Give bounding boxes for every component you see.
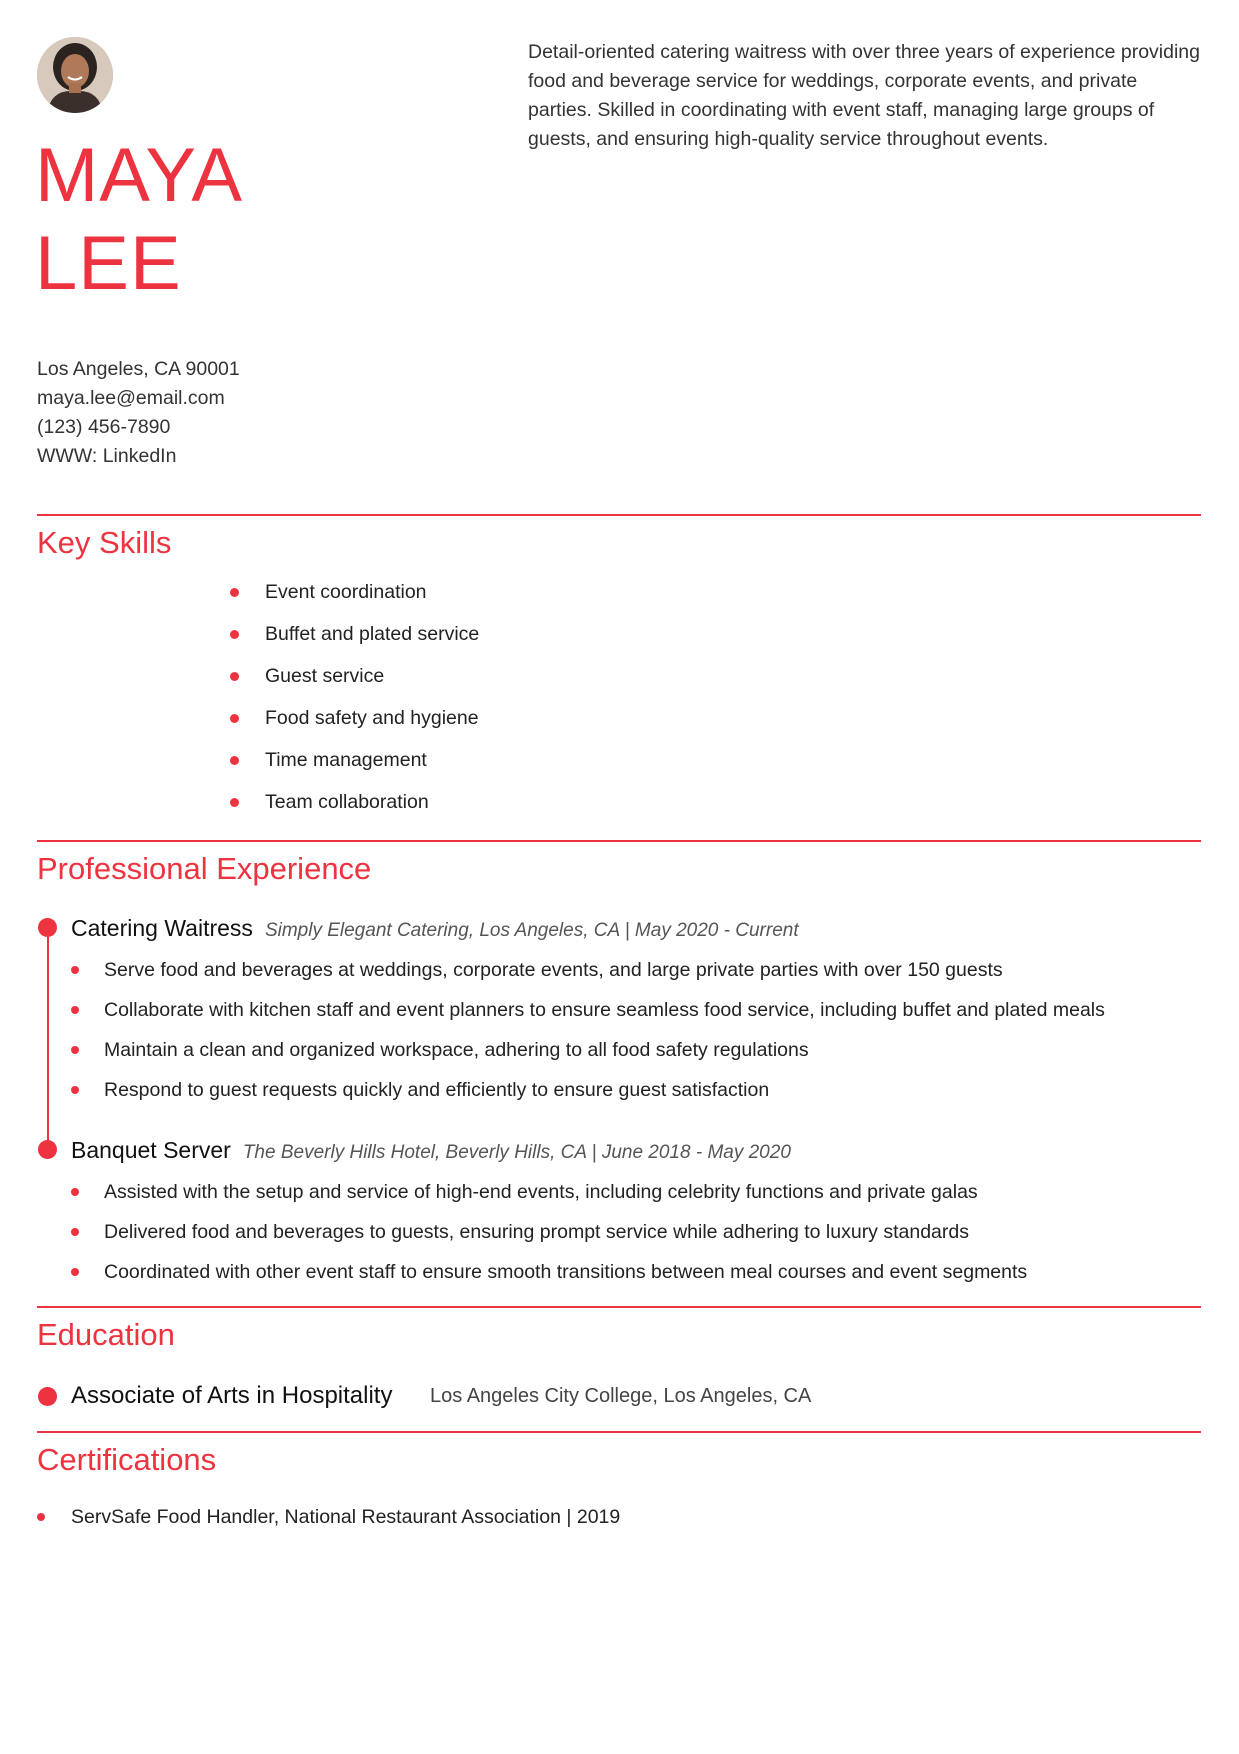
skill-label: Time management	[265, 749, 427, 771]
list-item	[228, 578, 479, 620]
timeline-dot-icon	[38, 1140, 57, 1159]
duty-text: Assisted with the setup and service of high-end events, including celebrity functions and private galas	[104, 1181, 978, 1203]
bullet-icon	[71, 1006, 79, 1014]
section-divider	[37, 514, 1201, 516]
job-duties	[71, 1178, 1027, 1298]
avatar	[37, 37, 113, 113]
candidate-name	[35, 132, 243, 308]
bullet-icon	[230, 714, 239, 723]
job-meta: The Beverly Hills Hotel, Beverly Hills, CA | June 2018 - May 2020	[242, 1142, 791, 1163]
timeline-dot-icon	[38, 918, 57, 937]
job-meta: Simply Elegant Catering, Los Angeles, CA | May 2020 - Current	[264, 920, 799, 941]
job-title: Banquet Server	[71, 1137, 231, 1163]
bullet-icon	[230, 798, 239, 807]
skill-label: Event coordination	[265, 581, 427, 603]
job-header	[71, 913, 799, 946]
experience-title: Professional Experience	[37, 851, 372, 886]
bullet-icon	[71, 966, 79, 974]
bullet-icon	[71, 1046, 79, 1054]
skill-label: Team collaboration	[265, 791, 429, 813]
job-title: Catering Waitress	[71, 915, 253, 941]
list-item	[228, 746, 479, 788]
bullet-icon	[71, 1228, 79, 1236]
duty-text: Maintain a clean and organized workspace, adhering to all food safety regulations	[104, 1039, 809, 1061]
first-name: MAYA	[35, 133, 244, 218]
bullet-icon	[71, 1268, 79, 1276]
contact-web[interactable]: WWW: LinkedIn	[37, 445, 177, 467]
section-divider	[37, 840, 1201, 842]
list-item	[228, 620, 479, 662]
bullet-icon	[71, 1086, 79, 1094]
education-title: Education	[37, 1317, 175, 1352]
duty-text: Collaborate with kitchen staff and event planners to ensure seamless food service, including buffet and plated meals	[104, 999, 1105, 1021]
last-name: LEE	[35, 221, 182, 306]
timeline-dot-icon	[38, 1387, 57, 1406]
list-item	[71, 1076, 1105, 1116]
bullet-icon	[71, 1188, 79, 1196]
list-item	[71, 1258, 1027, 1298]
profile-summary: Detail-oriented catering waitress with over three years of experience providing food and beverage service for weddings, corporate events, and private parties. Skilled in coordinating with event staff, managing large groups of guests, and ensuring high-quality service throughout events.	[528, 41, 1200, 150]
contact-info	[37, 355, 240, 471]
list-item	[71, 996, 1105, 1036]
bullet-icon	[230, 672, 239, 681]
avatar-photo-icon	[37, 37, 113, 113]
bullet-icon	[230, 630, 239, 639]
duty-text: Coordinated with other event staff to ensure smooth transitions between meal courses and event segments	[104, 1261, 1028, 1283]
skills-title: Key Skills	[37, 525, 172, 560]
job-duties	[71, 956, 1105, 1116]
duty-text: Respond to guest requests quickly and efficiently to ensure guest satisfaction	[104, 1079, 770, 1101]
list-item	[228, 704, 479, 746]
section-divider	[37, 1306, 1201, 1308]
education-degree: Associate of Arts in Hospitality	[71, 1382, 393, 1409]
list-item	[37, 1503, 620, 1531]
list-item	[228, 662, 479, 704]
education-school: Los Angeles City College, Los Angeles, CA	[430, 1385, 812, 1407]
job-header	[71, 1135, 791, 1168]
certifications-title: Certifications	[37, 1442, 217, 1477]
list-item	[71, 1218, 1027, 1258]
contact-email[interactable]: maya.lee@email.com	[37, 387, 225, 409]
timeline-line	[47, 927, 49, 1145]
list-item	[71, 956, 1105, 996]
duty-text: Delivered food and beverages to guests, ensuring prompt service while adhering to luxury standards	[104, 1221, 969, 1243]
section-divider	[37, 1431, 1201, 1433]
skill-label: Guest service	[265, 665, 385, 687]
skill-label: Food safety and hygiene	[265, 707, 479, 729]
contact-address: Los Angeles, CA 90001	[37, 358, 240, 380]
duty-text: Serve food and beverages at weddings, corporate events, and large private parties with over 150 guests	[104, 959, 1003, 981]
list-item	[228, 788, 479, 830]
bullet-icon	[37, 1513, 45, 1521]
skills-list	[228, 578, 479, 830]
contact-phone[interactable]: (123) 456-7890	[37, 416, 171, 438]
bullet-icon	[230, 588, 239, 597]
list-item	[71, 1036, 1105, 1076]
skill-label: Buffet and plated service	[265, 623, 480, 645]
bullet-icon	[230, 756, 239, 765]
certification-text: ServSafe Food Handler, National Restaurant Association | 2019	[71, 1506, 621, 1528]
certifications-list	[37, 1503, 620, 1531]
list-item	[71, 1178, 1027, 1218]
